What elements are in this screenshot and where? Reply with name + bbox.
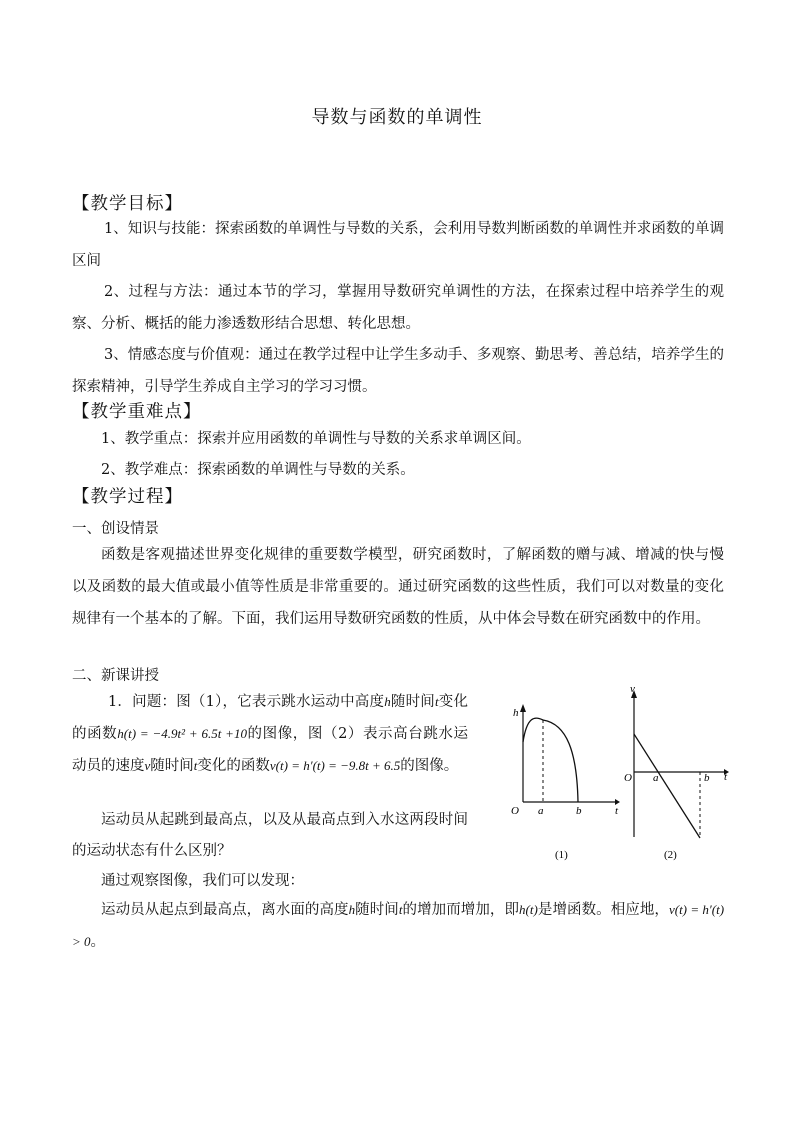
section-1-text: 函数是客观描述世界变化规律的重要数学模型，研究函数时，了解函数的赠与减、增减的快与慢以及函数的最大值或最小值等性质是非常重要的。通过研究函数的这些性质，我们可以对数量的变化规律有一个基本的了解。下面，我们运用导数研究函数的性质，从中体会导数在研究函数中的作用。: [72, 547, 724, 627]
formula-v: v(t) = h′(t) = −9.8t + 6.5: [269, 758, 401, 773]
objective-1: 1、知识与技能：探索函数的单调性与导数的关系，会利用导数判断函数的单调性并求函数的单调区间: [72, 221, 724, 269]
fig2-line: [634, 734, 700, 838]
objective-2: 2、过程与方法：通过本节的学习，掌握用导数研究单调性的方法，在探索过程中培养学生的观察、分析、概括的能力渗透数形结合思想、转化思想。: [72, 284, 724, 332]
figure-1-height-graph: [505, 690, 620, 865]
conclusion-paragraph: 运动员从起点到最高点，离水面的高度h随时间t的增加而增加，即h(t)是增函数。相应地，v(t) = h′(t) > 0。: [72, 902, 725, 950]
fig2-a-label: a: [653, 772, 659, 784]
objective-3: 3、情感态度与价值观：通过在教学过程中让学生多动手、多观察、勤思考、善总结，培养学生的探索精神，引导学生养成自主学习的学习习惯。: [72, 347, 724, 395]
var-t-2: t: [193, 758, 198, 773]
fig1-b-label: b: [576, 805, 582, 817]
fig1-y-label: h: [513, 707, 519, 719]
fig2-y-label: v: [630, 683, 635, 695]
question-paragraph: 1．问题：图（1），它表示跳水运动中高度h随时间t变化的函数h(t) = −4.9t² + 6.5t +10的图像，图（2）表示高台跳水运动员的速度v随时间t变化的函数v(t) = h′(t) = −9.8t + 6.5的图像。: [72, 694, 469, 774]
fig2-x-label: t: [724, 771, 728, 783]
section-2-title: 二、新课讲授: [72, 668, 159, 684]
var-h: h: [384, 694, 391, 709]
fig2-caption: (2): [664, 849, 677, 861]
fig2-origin: O: [624, 772, 632, 784]
formula-v-positive: v(t) = h′(t) > 0: [72, 902, 725, 949]
var-t: t: [434, 694, 439, 709]
fig2-b-label: b: [704, 772, 710, 784]
func-h: h(t): [519, 902, 538, 917]
fig1-x-label: t: [615, 805, 619, 817]
fig1-y-arrow-icon: [520, 704, 526, 712]
fig1-origin: O: [511, 805, 519, 817]
fig1-caption: (1): [555, 849, 568, 861]
fig1-a-label: a: [538, 805, 544, 817]
formula-h: h(t) = −4.9t² + 6.5t +10: [117, 726, 247, 741]
keypoint-2: 2、教学难点：探索函数的单调性与导数的关系。: [101, 462, 415, 478]
keypoint-1: 1、教学重点：探索并应用函数的单调性与导数的关系求单调区间。: [101, 431, 531, 447]
process-heading: 【教学过程】: [72, 487, 183, 507]
var-t-3: t: [398, 902, 403, 917]
keypoints-heading: 【教学重难点】: [72, 402, 202, 422]
fig1-curve: [523, 718, 578, 802]
section-1-title: 一、创设情景: [72, 521, 159, 537]
observation: 通过观察图像，我们可以发现：: [101, 873, 304, 889]
objectives-heading: 【教学目标】: [72, 194, 183, 214]
figure-2-velocity-graph: [620, 682, 730, 864]
page-title: 导数与函数的单调性: [311, 107, 483, 128]
question-2: 运动员从起跳到最高点，以及从最高点到入水这两段时间的运动状态有什么区别？: [72, 812, 468, 859]
var-h-2: h: [348, 902, 356, 917]
var-v: v: [144, 758, 151, 773]
